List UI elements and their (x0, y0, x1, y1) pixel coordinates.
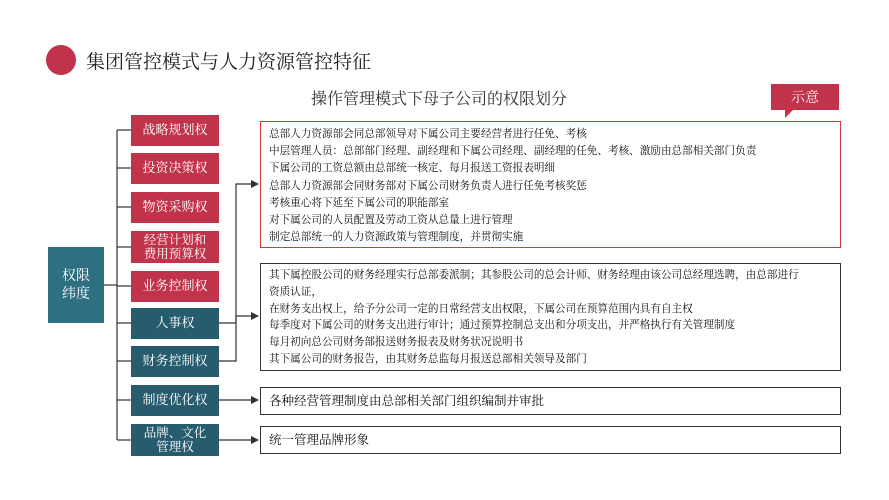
finance-line-4: 每季度对下属公司的财务支出进行审计；通过预算控制总支出和分项支出，并严格执行有关管理制度 (269, 319, 736, 332)
finance-line-6: 其下属公司的财务报告，由其财务总监每月报送总部相关领导及部门 (269, 352, 587, 365)
node-personnel (131, 308, 219, 339)
brand-arrowhead (251, 436, 259, 444)
node-investment-decision (131, 153, 219, 184)
finance-line-2: 资质认证， (269, 285, 322, 298)
node-system-optimization (131, 385, 219, 416)
system-detail-box (260, 387, 841, 415)
node-financial-control (131, 346, 219, 377)
finance-line-3: 在财务支出权上，给予分公司一定的日常经营支出权限，下属公司在预算范围内具有自主权 (269, 302, 693, 315)
node-material-procurement (131, 192, 219, 223)
brand-detail-text: 统一管理品牌形象 (269, 432, 370, 448)
node-label: 业务控制权 (142, 278, 208, 294)
node-label: 战略规划权 (142, 122, 208, 138)
node-label: 人事权 (155, 315, 195, 331)
node-label: 财务控制权 (142, 353, 208, 369)
node-label: 投资决策权 (142, 160, 208, 176)
finance-detail-box (260, 263, 841, 371)
brand-detail-box (260, 426, 841, 454)
root-line-2: 纬度 (62, 286, 90, 302)
node-label: 制度优化权 (142, 392, 208, 408)
hr-arrowhead (251, 180, 259, 188)
hr-line-2: 中层管理人员：总部部门经理、副经理和下属公司经理、副经理的任免、考核、激励由总部相关部门负责 (269, 145, 757, 158)
node-label: 物资采购权 (142, 199, 208, 215)
badge-label: 示意 (791, 90, 819, 106)
hr-line-4: 总部人力资源部会同财务部对下属公司财务负责人进行任免考核奖惩 (269, 179, 587, 192)
diagram-subtitle: 操作管理模式下母子公司的权限划分 (311, 89, 568, 108)
hr-line-6: 对下属公司的人员配置及劳动工资从总量上进行管理 (269, 214, 513, 227)
hr-arrow-line (219, 184, 253, 323)
finance-line-5: 每月初向总公司财务部报送财务报表及财务状况说明书 (269, 336, 524, 349)
node-label-line-2: 管理权 (156, 439, 194, 454)
node-brand-culture (131, 424, 219, 456)
page-title: 集团管控模式与人力资源管控特征 (86, 51, 372, 73)
node-label-line-1: 经营计划和 (143, 232, 207, 247)
node-business-control (131, 271, 219, 302)
system-arrowhead (251, 396, 259, 404)
node-strategy-planning (131, 115, 219, 146)
title-bullet-dot (46, 45, 76, 75)
finance-arrowhead (251, 312, 259, 320)
hr-line-3: 下属公司的工资总额由总部统一核定、每月报送工资报表明细 (269, 162, 556, 175)
hr-line-1: 总部人力资源部会同总部领导对下属公司主要经营者进行任免、考核 (269, 128, 587, 140)
finance-line-1: 其下属控股公司的财务经理实行总部委派制；其参股公司的总会计师、财务经理由该公司总经理选聘，由总部进行 (269, 269, 799, 281)
illustration-badge (771, 84, 839, 110)
root-node (48, 247, 104, 323)
node-business-plan-budget (131, 231, 219, 263)
node-label-line-1: 品牌、文化 (143, 425, 207, 440)
hr-line-5: 考核重心将下延至下属公司的职能部室 (269, 196, 450, 209)
hr-line-7: 制定总部统一的人力资源政策与管理制度，并贯彻实施 (269, 231, 524, 244)
root-line-1: 权限 (62, 268, 90, 284)
node-label-line-2: 费用预算权 (143, 246, 207, 261)
system-detail-text: 各种经营管理制度由总部相关部门组织编制并审批 (269, 393, 545, 409)
hr-detail-box (260, 121, 841, 248)
